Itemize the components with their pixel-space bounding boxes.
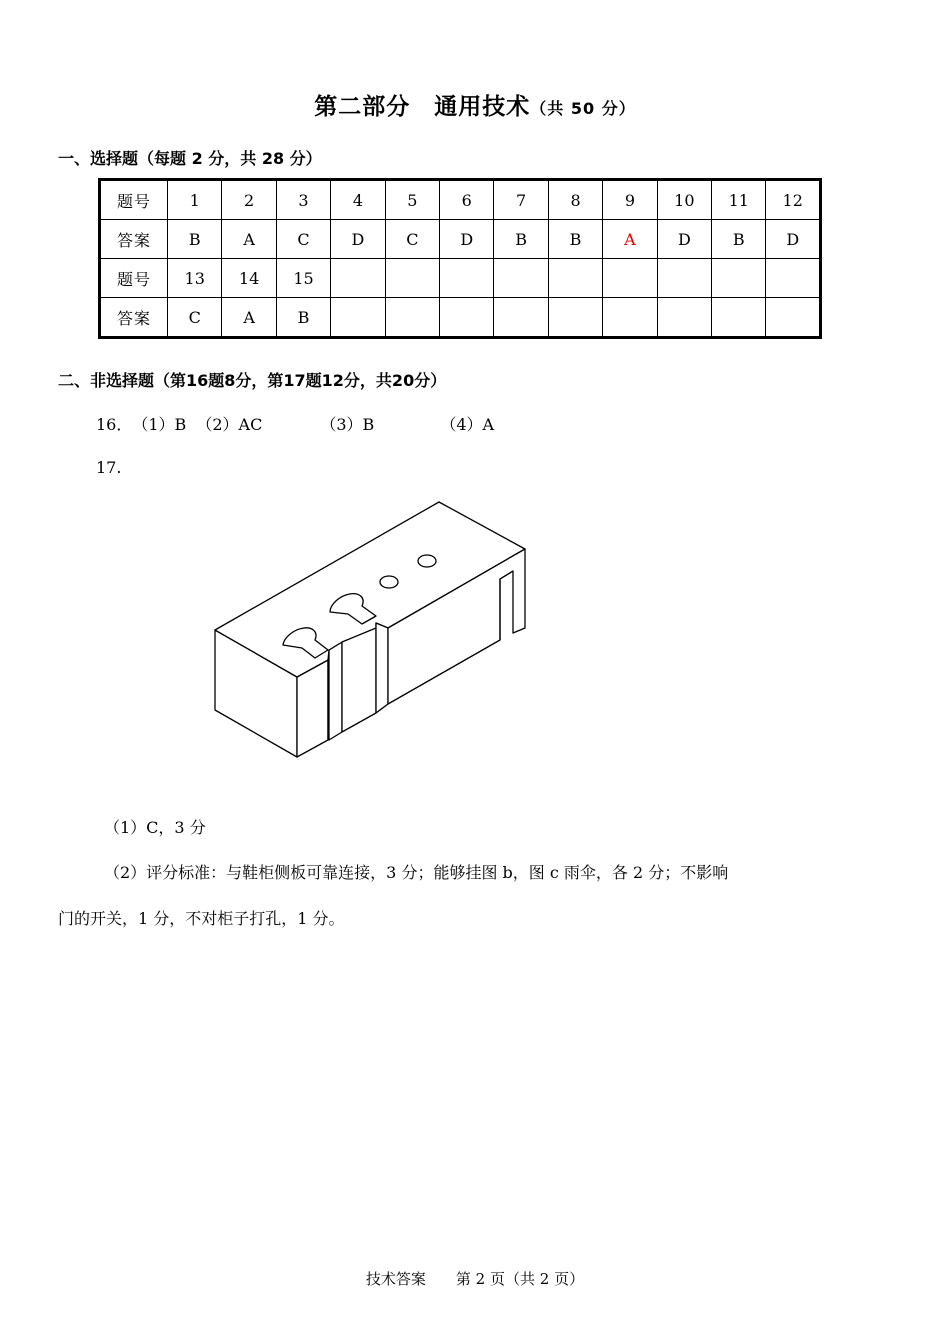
row-label: 题号 — [100, 180, 168, 220]
title-sub: （共 50 分） — [530, 99, 636, 118]
table-cell: 14 — [222, 259, 276, 298]
page-footer: 技术答案 第 2 页（共 2 页） — [365, 1270, 585, 1288]
table-cell: C — [385, 220, 439, 259]
isometric-block-figure — [205, 492, 535, 762]
q16-part3: （3）B — [320, 415, 375, 434]
table-cell: 5 — [385, 180, 439, 220]
section1-heading: 一、选择题（每题 2 分，共 28 分） — [58, 149, 322, 168]
table-cell — [657, 298, 711, 338]
table-cell — [494, 259, 548, 298]
table-cell — [603, 298, 657, 338]
table-cell: C — [276, 220, 330, 259]
table-cell: 2 — [222, 180, 276, 220]
table-cell — [548, 298, 602, 338]
table-cell — [657, 259, 711, 298]
table-cell — [331, 259, 385, 298]
table-cell: 1 — [168, 180, 222, 220]
table-cell — [331, 298, 385, 338]
table-row — [100, 259, 821, 298]
table-cell — [712, 298, 766, 338]
q17-answer2-line1: （2）评分标准：与鞋柜侧板可靠连接，3 分；能够挂图 b，图 c 雨伞，各 2 分；不影响 — [104, 863, 729, 882]
table-cell: 12 — [766, 180, 821, 220]
table-cell — [548, 259, 602, 298]
q17-number: 17. — [96, 458, 122, 477]
table-cell — [440, 259, 494, 298]
table-cell: 6 — [440, 180, 494, 220]
table-cell: B — [548, 220, 602, 259]
table-cell: 8 — [548, 180, 602, 220]
table-cell: D — [766, 220, 821, 259]
table-cell — [440, 298, 494, 338]
table-cell: 7 — [494, 180, 548, 220]
table-cell: 15 — [276, 259, 330, 298]
q16-part1: （1）B — [132, 415, 187, 434]
table-row — [100, 220, 821, 259]
table-cell: A — [222, 298, 276, 338]
q16-answers — [96, 412, 494, 435]
table-cell: 11 — [712, 180, 766, 220]
answer-table — [98, 178, 822, 339]
table-row — [100, 298, 821, 338]
table-cell — [766, 298, 821, 338]
table-cell: B — [712, 220, 766, 259]
row-label: 答案 — [100, 220, 168, 259]
section2-heading: 二、非选择题（第16题8分，第17题12分，共20分） — [58, 371, 447, 390]
table-cell: 4 — [331, 180, 385, 220]
table-cell — [603, 259, 657, 298]
q16-part4: （4）A — [440, 415, 495, 434]
table-cell — [385, 298, 439, 338]
table-cell: D — [440, 220, 494, 259]
table-cell — [494, 298, 548, 338]
table-cell: B — [494, 220, 548, 259]
table-cell — [766, 259, 821, 298]
row-label: 答案 — [100, 298, 168, 338]
table-cell: B — [276, 298, 330, 338]
title-main: 第二部分 通用技术 — [314, 94, 531, 120]
table-cell — [385, 259, 439, 298]
q16-number: 16． — [96, 415, 133, 434]
page-title — [0, 88, 950, 121]
table-cell: B — [168, 220, 222, 259]
q17-answer2-line2: 门的开关，1 分，不对柜子打孔，1 分。 — [58, 909, 345, 928]
table-cell — [712, 259, 766, 298]
table-cell: 9 — [603, 180, 657, 220]
table-cell: 13 — [168, 259, 222, 298]
table-cell: 3 — [276, 180, 330, 220]
table-cell: D — [331, 220, 385, 259]
table-cell: A — [603, 220, 657, 259]
row-label: 题号 — [100, 259, 168, 298]
table-cell: D — [657, 220, 711, 259]
q16-part2: （2）AC — [196, 415, 263, 434]
table-cell: C — [168, 298, 222, 338]
table-row — [100, 180, 821, 220]
table-cell: 10 — [657, 180, 711, 220]
table-cell: A — [222, 220, 276, 259]
q17-answer1: （1）C，3 分 — [104, 818, 206, 837]
